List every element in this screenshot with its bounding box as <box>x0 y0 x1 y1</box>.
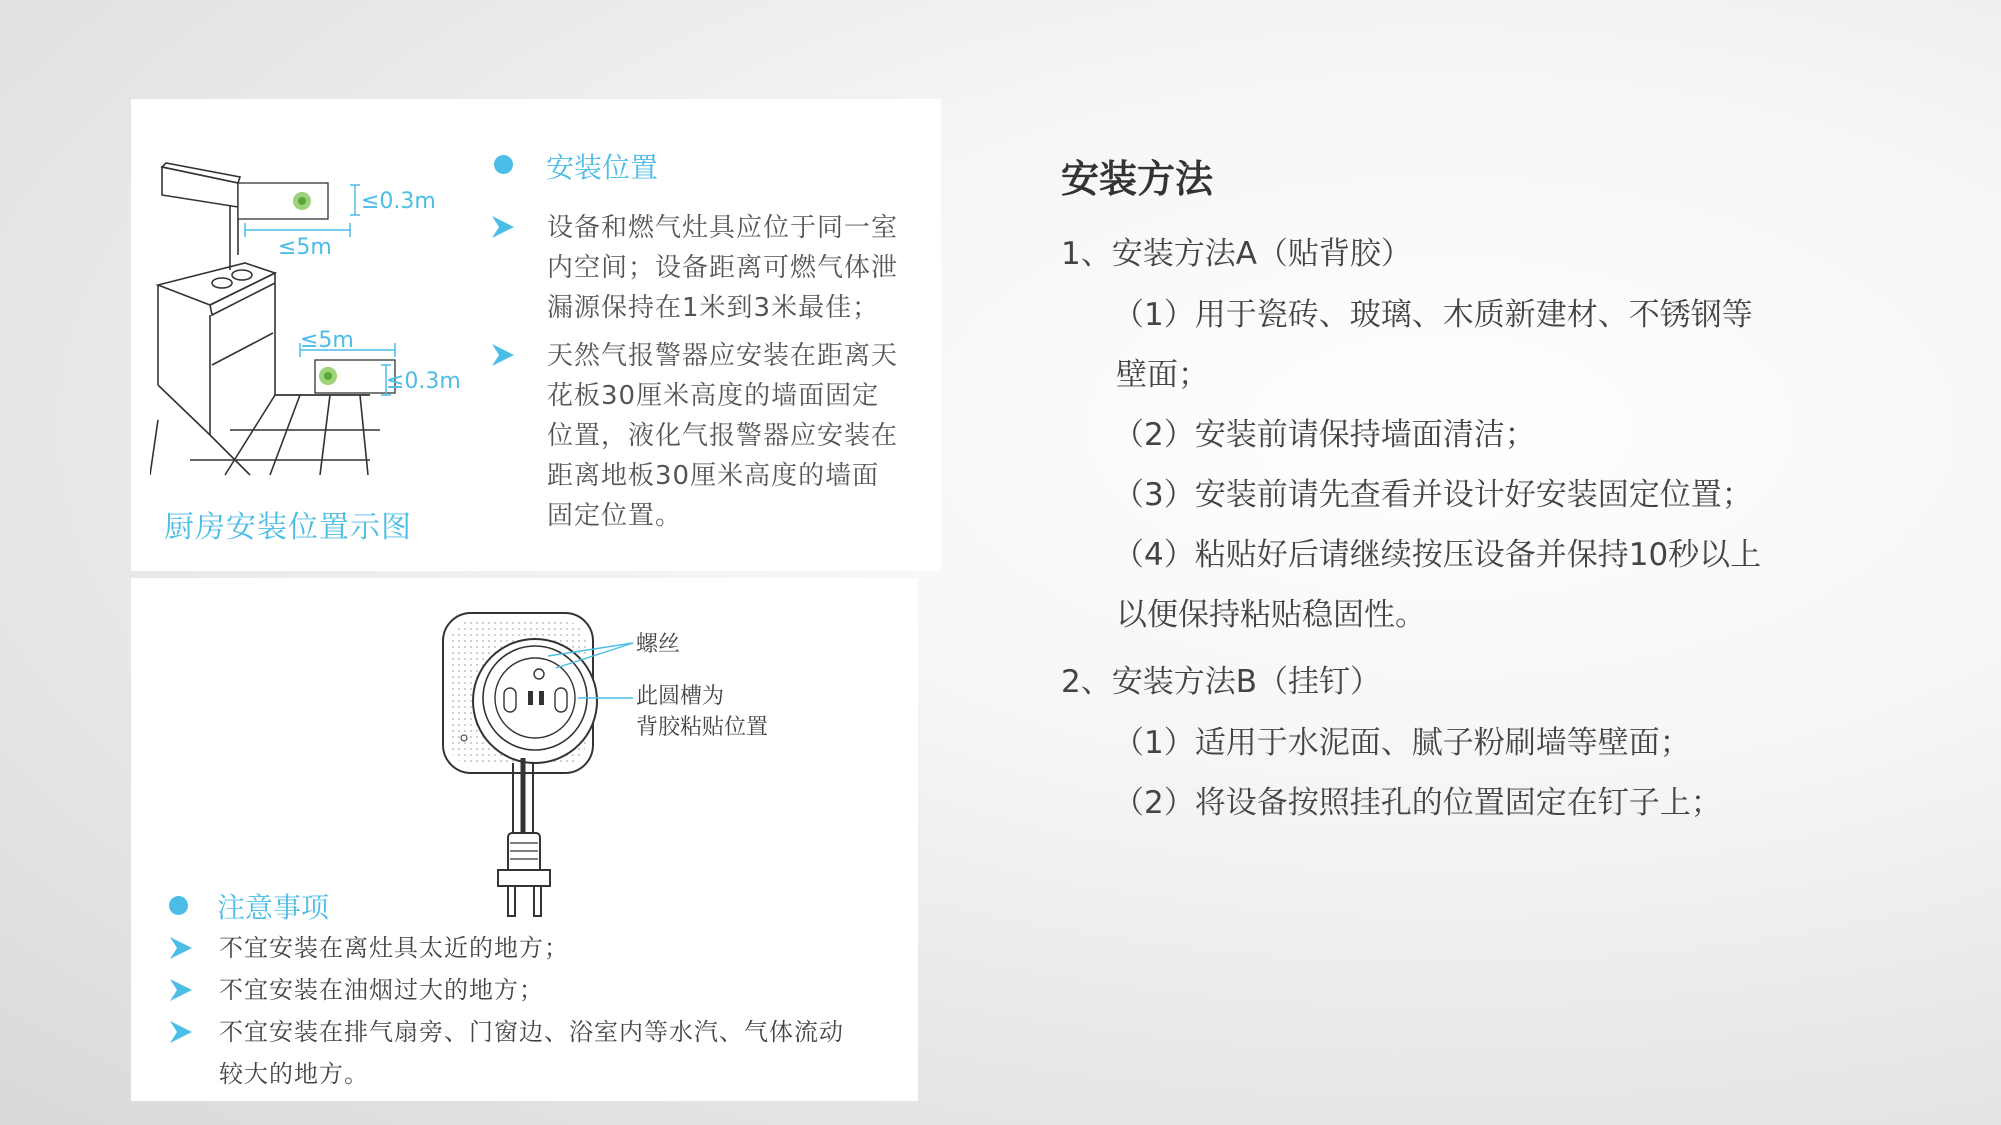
groove-label-line2: 背胶粘贴位置 <box>636 715 769 740</box>
arrow-bullet-icon <box>168 977 194 1003</box>
dim-bottom-horizontal: ≤5m <box>300 328 354 353</box>
method-a-item-3: （3）安装前请先查看并设计好安装固定位置； <box>1113 477 1753 513</box>
method-a-item-4-line1: （4）粘贴好后请继续按压设备并保持10秒以上 <box>1113 537 1762 573</box>
note-item-3: 不宜安装在排气扇旁、门窗边、浴室内等水汽、气体流动 较大的地方。 <box>219 1018 844 1088</box>
note-item-1: 不宜安装在离灶具太近的地方； <box>219 934 569 962</box>
section-title-install-position: 安装位置 <box>546 151 659 184</box>
method-a-item-1-line2: 壁面； <box>1116 357 1209 393</box>
method-b-item-2: （2）将设备按照挂孔的位置固定在钉子上； <box>1113 785 1722 821</box>
method-b-heading: 2、安装方法B（挂钉） <box>1061 664 1381 700</box>
section-title-notes: 注意事项 <box>217 891 330 924</box>
kitchen-diagram <box>150 155 490 485</box>
arrow-bullet-icon <box>490 214 516 240</box>
groove-label-line1: 此圆槽为 <box>636 684 725 709</box>
method-a-heading: 1、安装方法A（贴背胶） <box>1061 236 1412 272</box>
method-a-item-2: （2）安装前请保持墙面清洁； <box>1113 417 1536 453</box>
page-title: 安装方法 <box>1061 157 1214 201</box>
dim-top-vertical: ≤0.3m <box>361 189 436 214</box>
arrow-bullet-icon <box>168 1019 194 1045</box>
method-a-item-1-line1: （1）用于瓷砖、玻璃、木质新建材、不锈钢等 <box>1113 297 1753 333</box>
note-item-2: 不宜安装在油烟过大的地方； <box>219 976 544 1004</box>
method-a-item-4-line2: 以便保持粘贴稳固性。 <box>1116 597 1426 633</box>
arrow-bullet-icon <box>168 935 194 961</box>
bullet-dot <box>169 896 188 915</box>
install-paragraph-2: 天然气报警器应安装在距离天 花板30厘米高度的墙面固定 位置，液化气报警器应安装在 距离地板30厘米高度的墙面 固定位置。 <box>547 341 899 531</box>
dim-bottom-vertical: ≤0.3m <box>386 369 461 394</box>
method-b-item-1: （1）适用于水泥面、腻子粉刷墙等壁面； <box>1113 725 1691 761</box>
install-paragraph-1: 设备和燃气灶具应位于同一室 内空间；设备距离可燃气体泄 漏源保持在1米到3米最佳； <box>547 213 899 323</box>
bullet-dot <box>494 155 513 174</box>
dim-top-horizontal: ≤5m <box>278 235 332 260</box>
screw-label: 螺丝 <box>636 632 681 657</box>
diagram-caption: 厨房安装位置示图 <box>164 510 412 545</box>
arrow-bullet-icon <box>490 342 516 368</box>
detector-device-illustration <box>438 608 638 928</box>
